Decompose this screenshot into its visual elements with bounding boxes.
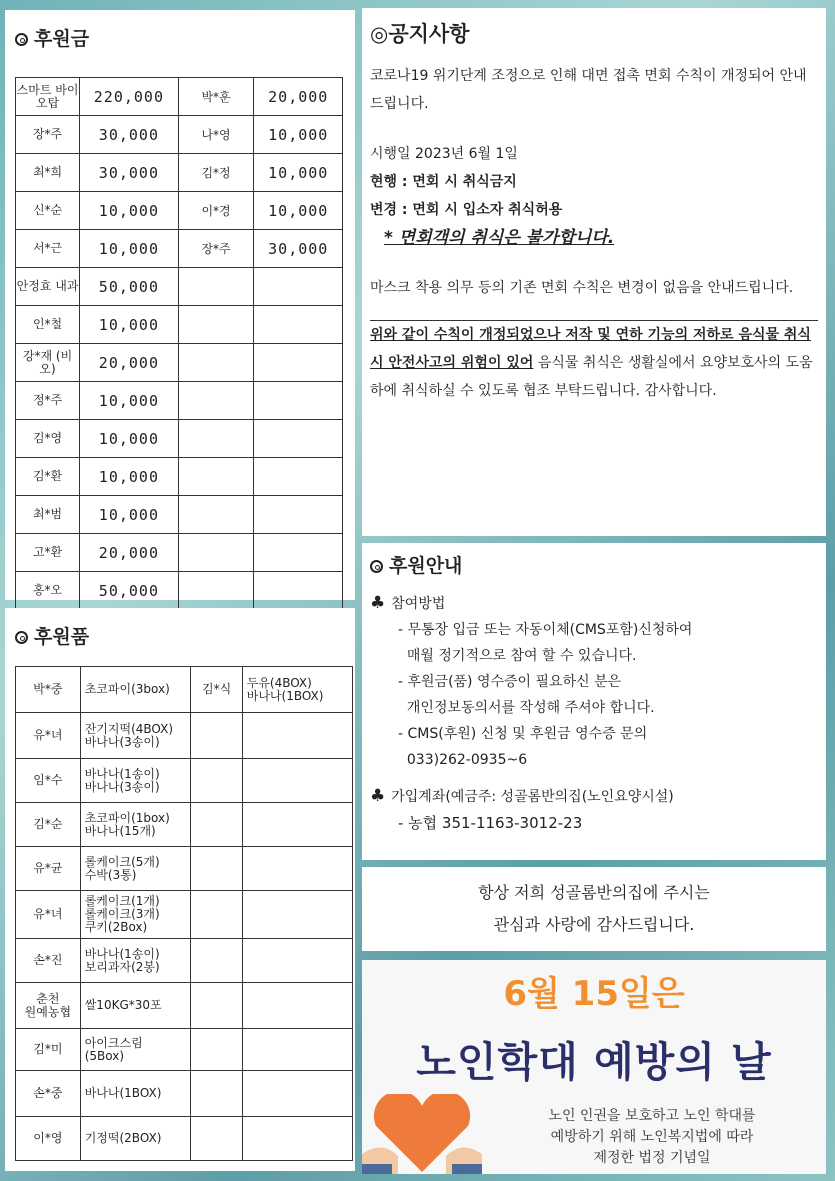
goods-row <box>16 847 353 891</box>
donation-amount <box>254 306 343 344</box>
donated-items: 쌀10KG*30포 <box>80 983 191 1029</box>
donor-name: 유*녀 <box>16 891 81 939</box>
donor-name: 정*주 <box>16 382 80 420</box>
notice-emphasis: * 면회객의 취식은 불가합니다. <box>384 228 615 248</box>
donation-amount <box>254 268 343 306</box>
goods-row <box>16 891 353 939</box>
donated-items: 잔기지떡(4BOX) 바나나(3송이) <box>80 713 191 759</box>
donor-name: 고*환 <box>16 534 80 572</box>
circle-bullet-icon <box>370 560 383 573</box>
donor-name: 나*영 <box>178 116 254 154</box>
donor-name <box>191 983 242 1029</box>
donation-row <box>16 192 343 230</box>
donation-row <box>16 306 343 344</box>
donor-name <box>191 1071 242 1117</box>
donation-amount: 20,000 <box>80 344 179 382</box>
donor-name: 최*희 <box>16 154 80 192</box>
donor-name: 유*녀 <box>16 713 81 759</box>
donation-amount: 10,000 <box>80 192 179 230</box>
donated-items: 두유(4BOX) 바나나(1BOX) <box>242 667 352 713</box>
account-heading: ♣ 가입계좌(예금주: 성골롬반의집(노인요양시설) <box>370 786 674 806</box>
thanks-panel <box>362 867 826 951</box>
donor-name <box>178 268 254 306</box>
donor-name <box>191 1117 242 1161</box>
guide-title: 후원안내 <box>370 551 818 578</box>
donated-items <box>242 983 352 1029</box>
donation-row <box>16 78 343 116</box>
donation-row <box>16 382 343 420</box>
method-lines <box>398 617 818 773</box>
club-icon: ♣ <box>370 593 386 613</box>
notice-date: 시행일 2023년 6월 1일 <box>370 146 518 162</box>
donation-amount <box>254 458 343 496</box>
donor-name: 손*중 <box>16 1071 81 1117</box>
notice-safety: 위와 같이 수칙이 개정되었으나 저작 및 연하 기능의 저하로 음식물 취식 시 안전사고의 위험이 있어 음식물 취식은 생활실에서 요양보호사의 도움하에 취식하실 수 있도록 협조 부탁드립니다. 감사합니다. <box>370 320 818 405</box>
donation-row <box>16 268 343 306</box>
donation-amount: 30,000 <box>80 116 179 154</box>
donation-amount <box>254 382 343 420</box>
donated-items <box>242 759 352 803</box>
donated-items: 아이크스림 (5Box) <box>80 1029 191 1071</box>
donor-name: 김*영 <box>16 420 80 458</box>
method-line: 매월 정기적으로 참여 할 수 있습니다. <box>398 648 637 664</box>
donation-amount: 10,000 <box>80 458 179 496</box>
donor-name: 김*정 <box>178 154 254 192</box>
notice-current: 현행 : 면회 시 취식금지 <box>370 174 517 190</box>
goods-row <box>16 759 353 803</box>
donor-name <box>191 759 242 803</box>
donor-name: 인*철 <box>16 306 80 344</box>
donation-row <box>16 116 343 154</box>
notice-title: ◎공지사항 <box>370 22 470 46</box>
donated-items <box>242 713 352 759</box>
donated-items: 기정떡(2BOX) <box>80 1117 191 1161</box>
goods-panel <box>5 608 355 1171</box>
donated-items <box>242 1071 352 1117</box>
donated-items: 롤케이크(1개) 롤케이크(3개) 쿠키(2Box) <box>80 891 191 939</box>
donation-amount: 30,000 <box>80 154 179 192</box>
goods-row <box>16 1029 353 1071</box>
donation-amount: 220,000 <box>80 78 179 116</box>
donation-amount <box>254 572 343 610</box>
donated-items <box>242 939 352 983</box>
donor-name <box>178 306 254 344</box>
donor-name: 박*중 <box>16 667 81 713</box>
goods-row <box>16 1117 353 1161</box>
goods-row <box>16 939 353 983</box>
method-line: - 후원금(품) 영수증이 필요하신 분은 <box>398 674 622 690</box>
donor-name: 손*진 <box>16 939 81 983</box>
donor-name: 최*범 <box>16 496 80 534</box>
donor-name <box>178 534 254 572</box>
donated-items <box>242 1117 352 1161</box>
donor-name: 서*근 <box>16 230 80 268</box>
donation-amount: 10,000 <box>80 420 179 458</box>
donor-name: 이*영 <box>16 1117 81 1161</box>
donation-amount: 30,000 <box>254 230 343 268</box>
donor-name <box>191 847 242 891</box>
method-line: 개인정보동의서를 작성해 주셔야 합니다. <box>398 700 655 716</box>
donations-title: 후원금 <box>15 24 89 51</box>
donations-panel <box>5 10 355 600</box>
donation-amount: 10,000 <box>254 154 343 192</box>
method-line: - 무통장 입금 또는 자동이체(CMS포함)신청하여 <box>398 622 693 638</box>
donation-amount <box>254 420 343 458</box>
donated-items <box>242 847 352 891</box>
donation-amount: 20,000 <box>254 78 343 116</box>
donation-amount: 20,000 <box>80 534 179 572</box>
donor-name: 홍*오 <box>16 572 80 610</box>
donor-name: 신*순 <box>16 192 80 230</box>
donations-table <box>15 77 343 610</box>
banner-date: 6월 15일은 <box>503 974 685 1014</box>
donation-row <box>16 534 343 572</box>
donor-name <box>178 458 254 496</box>
method-heading: ♣ 참여방법 <box>370 593 446 613</box>
donated-items <box>242 1029 352 1071</box>
notice-mask: 마스크 착용 의무 등의 기존 면회 수칙은 변경이 없음을 안내드립니다. <box>370 280 794 296</box>
club-icon: ♣ <box>370 786 386 806</box>
donor-name <box>178 382 254 420</box>
donor-name: 이*경 <box>178 192 254 230</box>
circle-bullet-icon <box>15 631 28 644</box>
donor-name <box>178 496 254 534</box>
donated-items <box>242 803 352 847</box>
donor-name <box>178 572 254 610</box>
notice-intro: 코로나19 위기단계 조정으로 인해 대면 접촉 면회 수칙이 개정되어 안내드립니다. <box>370 68 807 112</box>
donor-name: 장*주 <box>16 116 80 154</box>
donation-amount <box>254 496 343 534</box>
banner-panel <box>362 960 826 1174</box>
donor-name <box>191 939 242 983</box>
method-line: - CMS(후원) 신청 및 후원금 영수증 문의 <box>398 726 648 742</box>
donation-row <box>16 344 343 382</box>
donor-name: 장*주 <box>178 230 254 268</box>
guide-panel <box>362 543 826 860</box>
donation-amount: 50,000 <box>80 268 179 306</box>
donor-name: 김*식 <box>191 667 242 713</box>
donor-name: 임*수 <box>16 759 81 803</box>
donor-name: 춘천 원예농협 <box>16 983 81 1029</box>
donation-row <box>16 154 343 192</box>
donated-items: 롤케이크(5개) 수박(3통) <box>80 847 191 891</box>
goods-row <box>16 1071 353 1117</box>
donation-amount: 10,000 <box>80 306 179 344</box>
goods-row <box>16 667 353 713</box>
goods-row <box>16 803 353 847</box>
donation-row <box>16 496 343 534</box>
account-number: - 농협 351-1163-3012-23 <box>398 814 583 832</box>
goods-table <box>15 666 353 1161</box>
donation-amount: 10,000 <box>80 496 179 534</box>
thanks-line-1: 항상 저희 성골롬반의집에 주시는 <box>478 883 710 902</box>
donation-row <box>16 458 343 496</box>
donation-row <box>16 572 343 610</box>
donation-amount: 50,000 <box>80 572 179 610</box>
heart-hands-icon <box>362 1094 482 1174</box>
donated-items: 바나나(1BOX) <box>80 1071 191 1117</box>
donor-name <box>191 803 242 847</box>
donor-name: 김*환 <box>16 458 80 496</box>
donor-name: 김*미 <box>16 1029 81 1071</box>
donation-amount: 10,000 <box>80 382 179 420</box>
donation-amount <box>254 344 343 382</box>
donation-amount: 10,000 <box>254 116 343 154</box>
donated-items: 바나나(1송이) 바나나(3송이) <box>80 759 191 803</box>
donation-amount <box>254 534 343 572</box>
donated-items: 초코파이(3box) <box>80 667 191 713</box>
donor-name: 강*재 (비오) <box>16 344 80 382</box>
donation-row <box>16 420 343 458</box>
donor-name <box>191 713 242 759</box>
donated-items: 바나나(1송이) 보리과자(2봉) <box>80 939 191 983</box>
donor-name: 안정효 내과 <box>16 268 80 306</box>
notice-panel <box>362 8 826 536</box>
notice-changed: 변경 : 면회 시 입소자 취식허용 <box>370 202 563 218</box>
donor-name: 스마트 바이오탑 <box>16 78 80 116</box>
banner-description: 노인 인권을 보호하고 노인 학대를 예방하기 위해 노인복지법에 따라 제정한 법정 기념일 <box>548 1108 756 1166</box>
donor-name <box>178 344 254 382</box>
donation-row <box>16 230 343 268</box>
donor-name <box>178 420 254 458</box>
donor-name: 김*순 <box>16 803 81 847</box>
goods-title: 후원품 <box>15 622 89 649</box>
circle-bullet-icon <box>15 33 28 46</box>
goods-row <box>16 713 353 759</box>
donation-amount: 10,000 <box>80 230 179 268</box>
donor-name <box>191 1029 242 1071</box>
donated-items <box>242 891 352 939</box>
donor-name <box>191 891 242 939</box>
method-line: 033)262-0935~6 <box>398 752 528 768</box>
donor-name: 박*훈 <box>178 78 254 116</box>
banner-title: 노인학대 예방의 날 <box>416 1038 772 1086</box>
thanks-line-2: 관심과 사랑에 감사드립니다. <box>493 915 695 934</box>
goods-row <box>16 983 353 1029</box>
donated-items: 초코파이(1box) 바나나(15개) <box>80 803 191 847</box>
donation-amount: 10,000 <box>254 192 343 230</box>
donor-name: 유*균 <box>16 847 81 891</box>
